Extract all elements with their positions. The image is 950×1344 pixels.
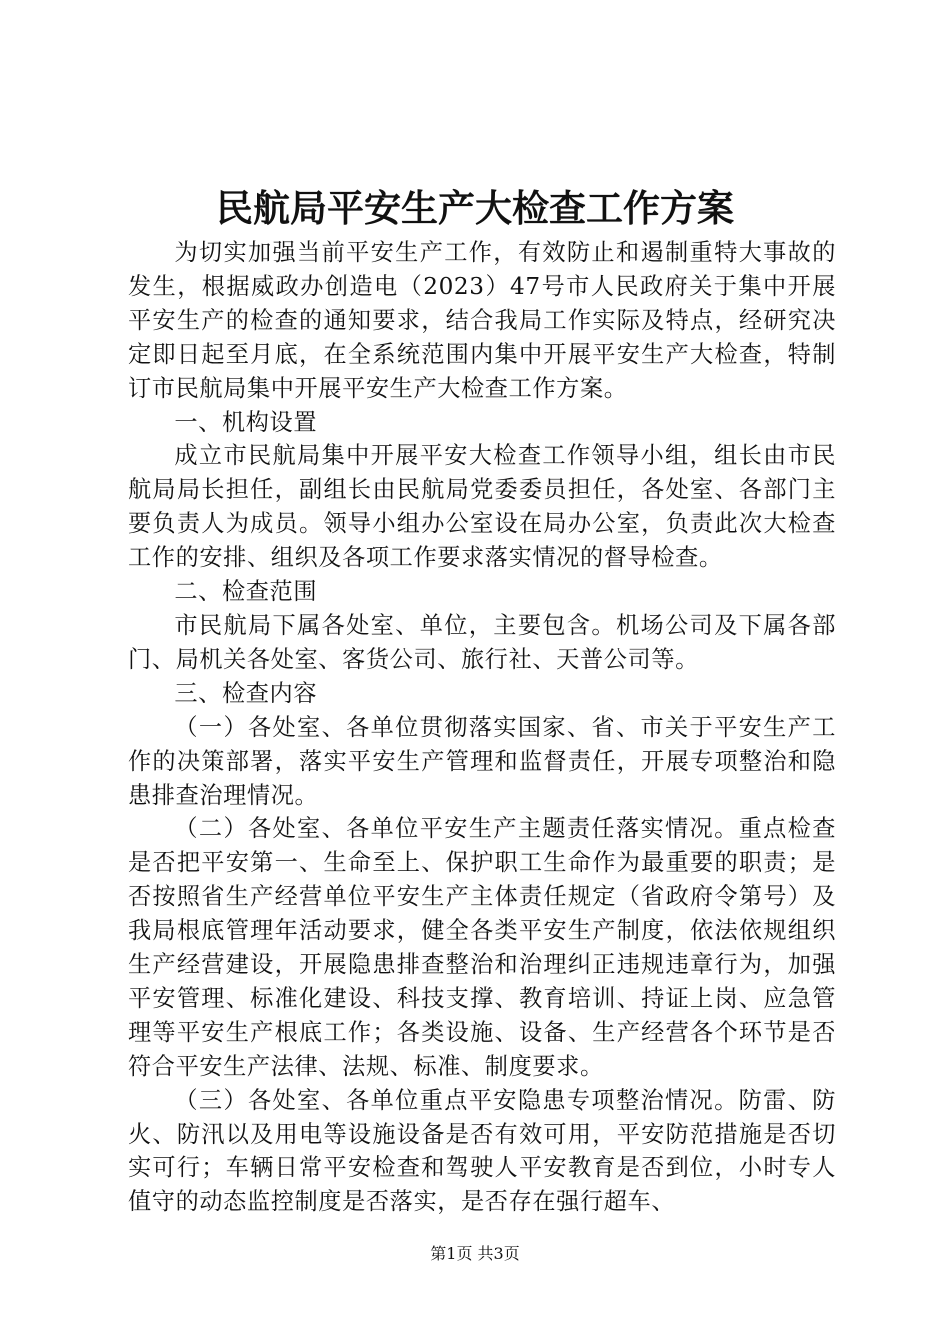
paragraph-scope: 市民航局下属各处室、单位，主要包含。机场公司及下属各部门、局机关各处室、客货公司、旅行社、天普公司等。 xyxy=(128,611,836,673)
paragraph-content-2: （二）各处室、各单位平安生产主题责任落实情况。重点检查是否把平安第一、生命至上、保护职工生命作为最重要的职责；是否按照省生产经营单位平安生产主体责任规定（省政府令第号）及我局根底管理年活动要求，健全各类平安生产制度，依法依规组织生产经营建设，开展隐患排查整治和治理纠正违规违章行为，加强平安管理、标准化建设、科技支撑、教育培训、持证上岗、应急管理等平安生产根底工作；各类设施、设备、生产经营各个环节是否符合平安生产法律、法规、标准、制度要求。 xyxy=(128,815,836,1080)
section-heading-scope: 二、检查范围 xyxy=(174,578,318,606)
document-title: 民航局平安生产大检查工作方案 xyxy=(216,186,734,230)
paragraph-content-3: （三）各处室、各单位重点平安隐患专项整治情况。防雷、防火、防汛以及用电等设施设备是否有效可用，平安防范措施是否切实可行；车辆日常平安检查和驾驶人平安教育是否到位，小时专人值守的动态监控制度是否落实，是否存在强行超车、 xyxy=(128,1086,836,1216)
paragraph-organization: 成立市民航局集中开展平安大检查工作领导小组，组长由市民航局局长担任，副组长由民航局党委委员担任，各处室、各部门主要负责人为成员。领导小组办公室设在局办公室，负责此次大检查工作的安排、组织及各项工作要求落实情况的督导检查。 xyxy=(128,442,836,572)
paragraph-intro: 为切实加强当前平安生产工作，有效防止和遏制重特大事故的发生，根据威政办创造电（2023）47号市人民政府关于集中开展平安生产的检查的通知要求，结合我局工作实际及特点，经研究决定即日起至月底，在全系统范围内集中开展平安生产大检查，特制订市民航局集中开展平安生产大检查工作方案。 xyxy=(128,239,836,402)
paragraph-content-1: （一）各处室、各单位贯彻落实国家、省、市关于平安生产工作的决策部署，落实平安生产管理和监督责任，开展专项整治和隐患排查治理情况。 xyxy=(128,713,836,809)
section-heading-content: 三、检查内容 xyxy=(174,679,318,707)
section-heading-organization: 一、机构设置 xyxy=(174,408,318,436)
document-body xyxy=(128,236,836,1219)
page-footer: 第1页 共3页 xyxy=(430,1244,520,1263)
